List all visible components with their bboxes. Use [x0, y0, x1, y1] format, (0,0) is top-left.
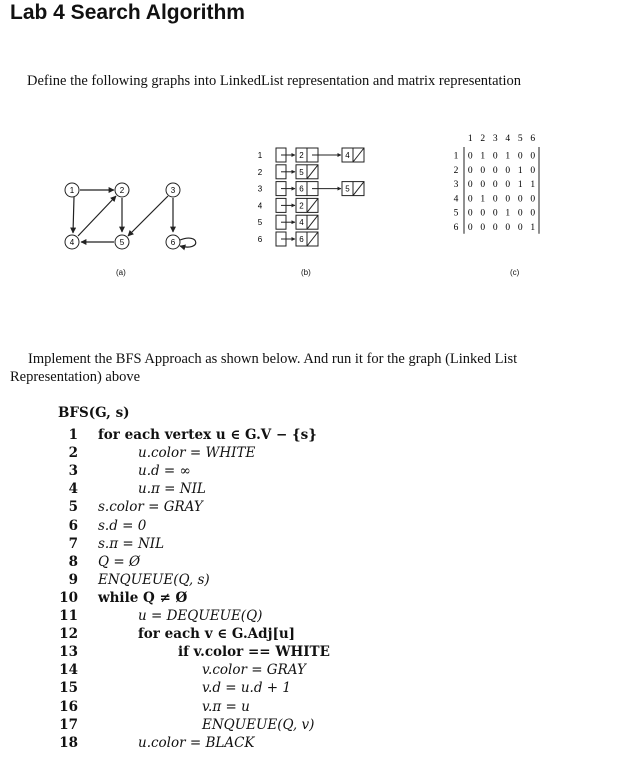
adjacency-list-row	[258, 215, 318, 229]
line-text: s.color = GRAY	[98, 499, 203, 516]
matrix-column-header: 6	[530, 134, 536, 144]
line-number: 11	[59, 608, 78, 624]
matrix-cell: 1	[505, 151, 511, 162]
line-text: for each v ∈ G.Adj[u]	[138, 626, 296, 643]
graph-node	[65, 183, 79, 197]
adjacency-list-row	[258, 148, 364, 162]
matrix-cell: 0	[492, 208, 498, 219]
line-number: 18	[59, 734, 78, 751]
instruction-graphs: Define the following graphs into LinkedList representation and matrix representation	[27, 73, 522, 89]
matrix-cell: 0	[467, 151, 473, 162]
line-text: u = DEQUEUE(Q)	[138, 608, 263, 624]
adjacency-list-vertex: 6	[257, 235, 263, 244]
matrix-row-header: 2	[453, 165, 459, 176]
svg-text:6: 6	[170, 238, 176, 247]
line-text: for each vertex u ∈ G.V − {s}	[98, 427, 317, 443]
line-text: s.d = 0	[98, 517, 147, 534]
matrix-cell: 0	[530, 151, 536, 162]
matrix-column-header: 2	[480, 134, 486, 144]
instruction-bfs: Implement the BFS Approach as shown below. And run it for the graph (Linked List Representation) above	[10, 351, 518, 385]
line-text: v.d = u.d + 1	[202, 680, 291, 697]
matrix-cell: 1	[480, 194, 486, 205]
graph-node	[65, 235, 79, 249]
matrix-cell: 1	[505, 208, 511, 219]
svg-text:1: 1	[69, 186, 75, 195]
line-number: 6	[68, 517, 78, 534]
adjacency-list-node: 5	[345, 184, 350, 194]
matrix-cell: 0	[467, 165, 473, 176]
page-title: Lab 4 Search Algorithm	[10, 1, 245, 24]
pseudocode-header: BFS(G, s)	[58, 405, 130, 421]
matrix-row-header: 1	[453, 151, 459, 162]
matrix-cell: 0	[530, 165, 536, 176]
matrix-cell: 0	[480, 208, 486, 219]
graph-node	[115, 183, 129, 197]
line-number: 8	[68, 553, 78, 570]
figure-caption-a: (a)	[116, 268, 126, 277]
edge-6-6	[180, 238, 196, 247]
matrix-cell: 0	[492, 151, 498, 162]
edge-4-2	[78, 196, 116, 236]
line-text: ENQUEUE(Q, s)	[98, 571, 210, 588]
line-text: v.π = u	[202, 698, 250, 715]
matrix-cell: 1	[480, 151, 486, 162]
line-text: ENQUEUE(Q, v)	[202, 716, 315, 733]
matrix-cell: 1	[530, 223, 536, 233]
adjacency-list-row	[258, 198, 318, 212]
line-text: if v.color == WHITE	[178, 644, 330, 661]
adjacency-list-node: 5	[299, 167, 304, 177]
line-number: 16	[59, 698, 78, 715]
matrix-cell: 0	[505, 165, 511, 176]
line-number: 17	[59, 716, 78, 733]
edge-1-4	[73, 197, 74, 233]
line-text: u.color = BLACK	[138, 734, 255, 751]
line-number: 5	[68, 499, 78, 516]
line-number: 12	[59, 626, 78, 643]
graph-node	[115, 235, 129, 249]
matrix-column-header: 4	[505, 134, 511, 144]
adjacency-list-node: 4	[345, 151, 350, 160]
adjacency-list-row	[258, 232, 318, 246]
line-text: Q = Ø	[98, 553, 141, 570]
matrix-row-header: 6	[453, 223, 459, 233]
adjacency-list-node: 6	[299, 184, 304, 194]
directed-graph-figure	[60, 170, 220, 265]
line-number: 7	[68, 535, 78, 552]
adjacency-list-row	[258, 182, 364, 196]
adjacency-list-node: 4	[299, 218, 304, 228]
adjacency-list-node: 6	[299, 235, 304, 244]
line-text: u.d = ∞	[138, 463, 191, 480]
svg-text:4: 4	[69, 238, 75, 247]
line-number: 1	[68, 427, 78, 443]
matrix-cell: 0	[505, 223, 511, 233]
matrix-cell: 0	[492, 194, 498, 205]
matrix-column-header: 5	[517, 134, 523, 144]
line-number: 2	[68, 445, 78, 462]
line-number: 15	[59, 680, 78, 697]
adjacency-list-figure	[250, 144, 380, 256]
svg-text:2: 2	[119, 186, 125, 195]
adjacency-list-vertex: 5	[257, 218, 263, 228]
matrix-cell: 0	[517, 151, 523, 162]
line-text: while Q ≠ Ø	[98, 589, 188, 606]
figure-caption-b: (b)	[301, 268, 311, 277]
matrix-cell: 0	[467, 223, 473, 233]
graph-node	[166, 235, 180, 249]
matrix-column-header: 3	[492, 134, 498, 144]
svg-text:5: 5	[119, 238, 125, 247]
matrix-cell: 0	[505, 180, 511, 191]
adjacency-list-row	[258, 165, 318, 179]
matrix-row-header: 4	[453, 194, 459, 205]
line-number: 4	[68, 481, 78, 498]
matrix-cell: 0	[467, 208, 473, 219]
matrix-row-header: 5	[453, 208, 459, 219]
adjacency-list-vertex: 1	[257, 151, 263, 160]
line-text: u.color = WHITE	[138, 445, 256, 462]
line-number: 9	[68, 571, 78, 588]
matrix-cell: 0	[530, 194, 536, 205]
graph-node	[166, 183, 180, 197]
matrix-cell: 0	[530, 208, 536, 219]
line-number: 10	[59, 589, 78, 606]
adjacency-matrix-figure	[446, 130, 571, 255]
adjacency-list-node: 2	[299, 201, 304, 211]
adjacency-list-vertex: 2	[257, 167, 263, 177]
matrix-cell: 0	[480, 180, 486, 191]
line-text: u.π = NIL	[138, 481, 206, 498]
line-number: 3	[68, 463, 78, 480]
matrix-cell: 0	[492, 165, 498, 176]
line-text: s.π = NIL	[98, 535, 165, 552]
matrix-cell: 0	[517, 208, 523, 219]
matrix-row-header: 3	[453, 180, 459, 191]
svg-text:3: 3	[170, 186, 176, 195]
edge-3-5	[128, 196, 168, 236]
matrix-cell: 0	[517, 194, 523, 205]
matrix-cell: 0	[480, 165, 486, 176]
matrix-cell: 0	[492, 223, 498, 233]
matrix-cell: 0	[492, 180, 498, 191]
matrix-cell: 1	[530, 180, 536, 191]
matrix-column-header: 1	[467, 134, 473, 144]
adjacency-list-vertex: 4	[257, 201, 263, 211]
matrix-cell: 1	[517, 180, 523, 191]
adjacency-list-vertex: 3	[257, 184, 263, 194]
adjacency-list-node: 2	[299, 151, 304, 160]
matrix-cell: 0	[467, 180, 473, 191]
matrix-cell: 0	[467, 194, 473, 205]
line-number: 14	[59, 662, 78, 679]
matrix-cell: 1	[517, 165, 523, 176]
matrix-cell: 0	[505, 194, 511, 205]
matrix-cell: 0	[480, 223, 486, 233]
matrix-cell: 0	[517, 223, 523, 233]
line-number: 13	[59, 644, 78, 661]
line-text: v.color = GRAY	[202, 662, 306, 679]
figure-caption-c: (c)	[510, 268, 520, 277]
